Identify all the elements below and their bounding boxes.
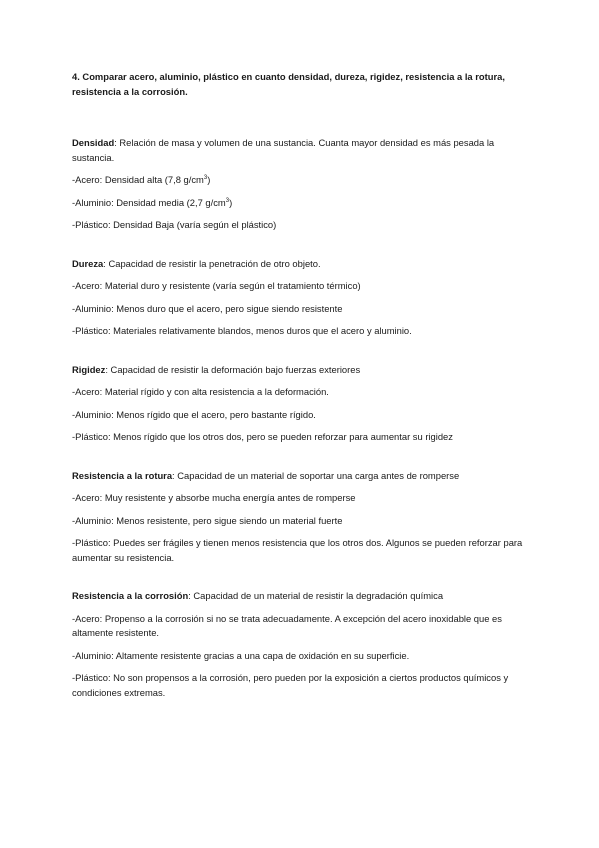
superscript: 3	[225, 197, 230, 204]
definition-corrosion	[72, 589, 532, 604]
item-aluminio: -Aluminio: Menos duro que el acero, pero sigue siendo resistente	[72, 302, 343, 314]
item-text-end: )	[207, 174, 211, 185]
document-title: 4. Comparar acero, aluminio, plástico en cuanto densidad, dureza, rigidez, resistencia a la rotura, resistencia a la corrosión.	[72, 71, 505, 97]
section-rotura	[72, 469, 532, 566]
term-corrosion: Resistencia a la corrosión	[72, 590, 189, 601]
item-text: -Acero: Densidad alta (7,8 g/cm	[72, 174, 204, 185]
definition-dureza	[72, 257, 532, 272]
superscript: 3	[203, 175, 208, 181]
item-plastico: -Plástico: Menos rígido que los otros dos, pero se pueden reforzar para aumentar su rigidez	[72, 431, 453, 442]
item-acero: -Acero: Material rígido y con alta resistencia a la deformación.	[72, 386, 329, 397]
item-text-end: )	[229, 196, 233, 208]
definition-text: : Relación de masa y volumen de una sustancia. Cuanta mayor densidad es más pesada la sustancia.	[72, 137, 495, 163]
definition-rotura	[72, 469, 532, 484]
item-aluminio	[72, 196, 532, 211]
item-acero: -Acero: Material duro y resistente (varía según el tratamiento térmico)	[72, 280, 361, 291]
definition-rigidez	[72, 363, 532, 378]
item-acero: -Acero: Muy resistente y absorbe mucha energía antes de romperse	[72, 492, 356, 503]
term-rigidez: Rigidez	[72, 363, 106, 375]
definition-densidad	[72, 136, 532, 165]
item-plastico: -Plástico: Puedes ser frágiles y tienen menos resistencia que los otros dos. Algunos se pueden reforzar para aumentar su resistencia.	[72, 537, 523, 563]
item-plastico: -Plástico: Materiales relativamente blandos, menos duros que el acero y aluminio.	[72, 325, 412, 336]
item-plastico: -Plástico: No son propensos a la corrosión, pero pueden por la exposición a ciertos productos químicos y condiciones extremas.	[72, 672, 509, 698]
definition-text: : Capacidad de un material de soportar una carga antes de romperse	[172, 469, 460, 481]
section-dureza	[72, 257, 532, 339]
definition-text: : Capacidad de resistir la penetración de otro objeto.	[103, 257, 321, 269]
term-rotura: Resistencia a la rotura	[72, 469, 173, 481]
section-rigidez	[72, 363, 532, 445]
definition-text: : Capacidad de un material de resistir la degradación química	[188, 590, 444, 601]
section-densidad	[72, 136, 532, 233]
item-plastico: -Plástico: Densidad Baja (varía según el plástico)	[72, 219, 277, 230]
term-densidad: Densidad	[72, 137, 115, 148]
item-aluminio: -Aluminio: Altamente resistente gracias a una capa de oxidación en su superficie.	[72, 649, 410, 661]
item-acero	[72, 173, 532, 188]
document-page	[72, 70, 532, 724]
term-dureza: Dureza	[72, 257, 104, 269]
item-text: -Aluminio: Densidad media (2,7 g/cm	[72, 196, 226, 208]
item-aluminio: -Aluminio: Menos rígido que el acero, pero bastante rígido.	[72, 408, 316, 420]
section-corrosion	[72, 589, 532, 700]
item-aluminio: -Aluminio: Menos resistente, pero sigue siendo un material fuerte	[72, 514, 343, 526]
definition-text: : Capacidad de resistir la deformación bajo fuerzas exteriores	[105, 363, 361, 375]
item-acero: -Acero: Propenso a la corrosión si no se trata adecuadamente. A excepción del acero inoxidable que es altamente resistente.	[72, 612, 502, 638]
